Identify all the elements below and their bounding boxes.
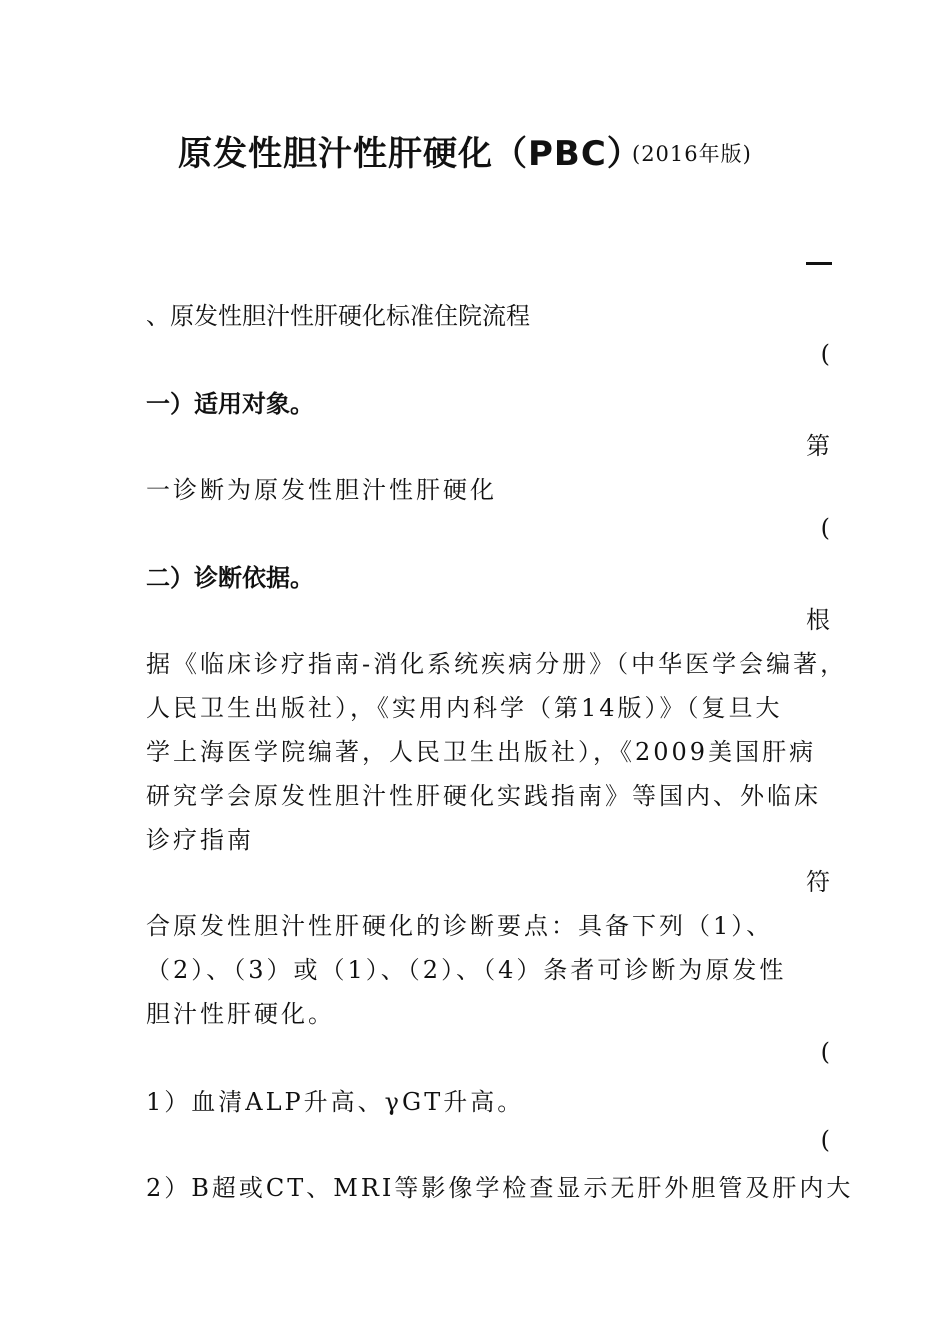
section-heading: 、原发性胆汁性肝硬化标准住院流程 <box>146 302 530 330</box>
subheading-applicable-objects: 一）适用对象。 <box>146 389 314 418</box>
paragraph-line: 人民卫生出版社），《实用内科学（第14版）》（复旦大 <box>146 694 783 722</box>
criteria-item-2: 2）B超或CT、MRI等影像学检查显示无肝外胆管及肝内大 <box>146 1174 854 1202</box>
paragraph-line: 研究学会原发性胆汁性肝硬化实践指南》等国内、外临床 <box>146 782 821 810</box>
open-paren-1: ( <box>820 340 830 368</box>
criteria-item-1: 1）血清ALP升高、γGT升高。 <box>146 1088 525 1116</box>
paragraph-line: 学上海医学院编著，人民卫生出版社），《2009美国肝病 <box>146 738 817 766</box>
section-number-dash <box>806 262 832 265</box>
paragraph-line: 诊疗指南 <box>146 826 254 854</box>
subheading-diagnosis-basis: 二）诊断依据。 <box>146 563 314 592</box>
paragraph-applicable: 一诊断为原发性胆汁性肝硬化 <box>146 476 497 504</box>
paragraph-line: 合原发性胆汁性肝硬化的诊断要点：具备下列（1）、 <box>146 912 774 940</box>
lead-char-3: 符 <box>806 868 830 896</box>
open-paren-2: ( <box>820 514 830 542</box>
paragraph-line: 胆汁性肝硬化。 <box>146 1000 335 1028</box>
open-paren-4: ( <box>820 1126 830 1154</box>
paragraph-line: （2）、（3）或（1）、（2）、（4）条者可诊断为原发性 <box>146 956 787 984</box>
edition-label: (2016年版) <box>632 142 752 166</box>
lead-char-2: 根 <box>806 606 830 634</box>
paragraph-line: 据《临床诊疗指南-消化系统疾病分册》（中华医学会编著， <box>146 650 848 678</box>
document-title: 原发性胆汁性肝硬化（PBC） <box>178 134 642 174</box>
lead-char-1: 第 <box>806 432 830 460</box>
open-paren-3: ( <box>820 1038 830 1066</box>
